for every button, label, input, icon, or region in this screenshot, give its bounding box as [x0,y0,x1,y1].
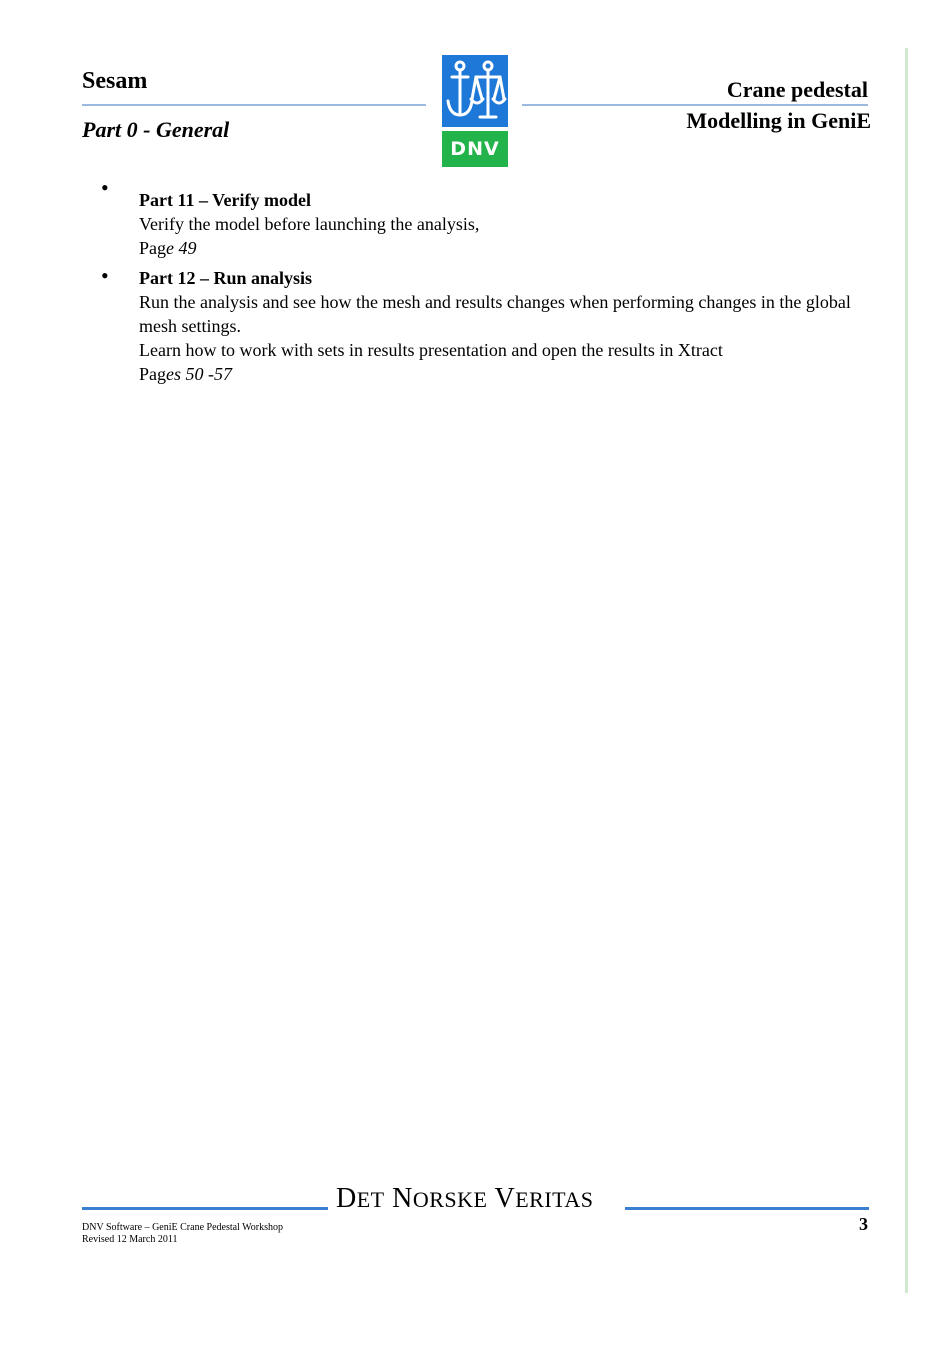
header-rule-right [522,104,868,106]
document-title: Sesam [82,68,148,94]
dnv-logo [442,55,508,167]
header-right-line1: Crane pedestal [726,77,868,102]
item-title: Part 11 – Verify model [139,190,311,210]
page-reference: Page 49 [139,238,197,258]
footer-brand: DET NORSKE VERITAS [336,1183,594,1214]
dnv-logo-text: DNV [442,131,508,167]
item-text: Run the analysis and see how the mesh and results changes when performing changes in the global mesh settings. [139,292,851,336]
page-margin-rule [905,48,908,1293]
list-item [82,263,872,386]
header-right-line2: Modelling in GeniE [686,108,871,133]
footer-info [82,1222,283,1246]
item-text: Verify the model before launching the analysis, [139,214,480,234]
content-body [82,175,872,392]
footer-rule-right [625,1207,869,1210]
item-text: Learn how to work with sets in results presentation and open the results in Xtract [139,340,723,360]
bullet: • [101,263,109,288]
footer-rule-left [82,1207,328,1210]
document-subtitle: Part 0 - General [82,117,230,142]
item-title: Part 12 – Run analysis [139,268,313,288]
bullet: • [101,175,109,200]
anchor-scales-icon [442,55,508,127]
footer-line2: Revised 12 March 2011 [82,1234,178,1245]
list-item [82,175,872,260]
header-rule-left [82,104,426,106]
footer-line1: DNV Software – GeniE Crane Pedestal Workshop [82,1222,284,1233]
page-number: 3 [859,1214,868,1234]
page-reference: Pages 50 -57 [139,364,232,384]
